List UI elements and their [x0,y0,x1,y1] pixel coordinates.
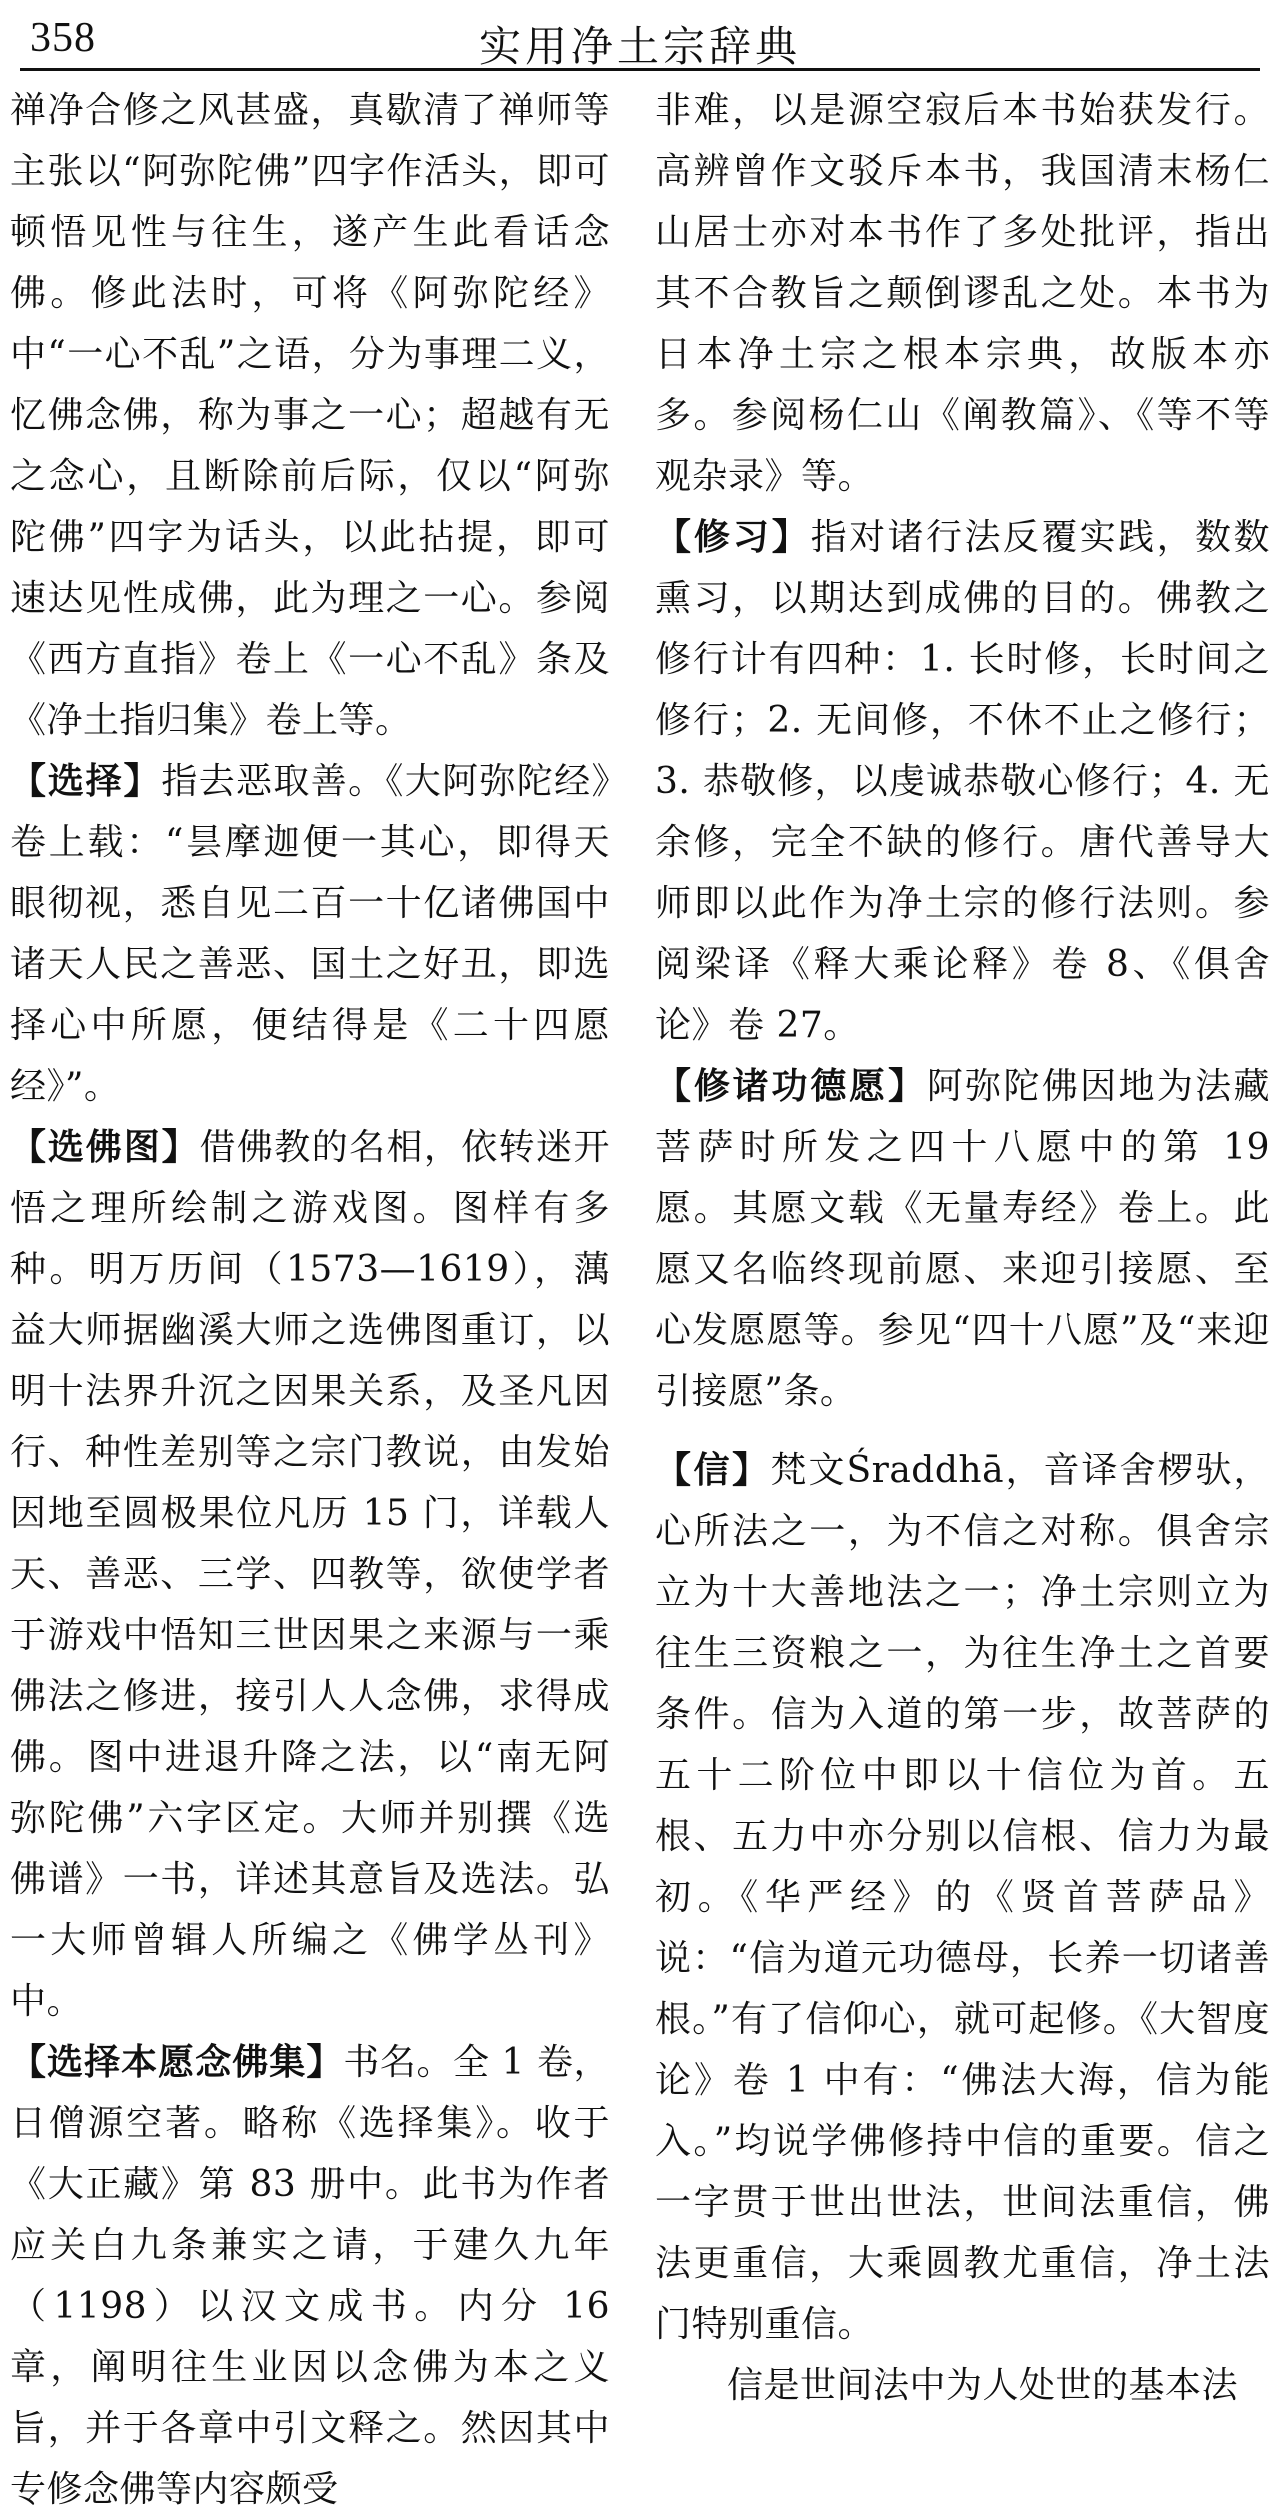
entry-term: 【修习】 [655,517,811,558]
entry-text: 借佛教的名相，依转迷开悟之理所绘制之游戏图。图样有多种。明万历间（1573—1619），蕅益大师据幽溪大师之选佛图重订，以明十法界升沉之因果关系，及圣凡因行、种性差别等之宗门教说，由发始因地至圆极果位凡历 15 门，详载人天、善恶、三学、四教等，欲使学者于游戏中悟知三世因果之来源与一乘佛法之修进，接引人人念佛，求得成佛。图中进退升降之法，以“南无阿弥陀佛”六字区定。大师并别撰《选佛谱》一书，详述其意旨及选法。弘一大师曾辑人所编之《佛学丛刊》中。 [10,1127,610,2022]
left-column [10,80,610,2510]
page-number: 358 [30,15,96,61]
entry-term: 【修诸功德愿】 [655,1066,927,1107]
entry-xiuxi [655,507,1270,1056]
entry-xuanfotu [10,1117,610,2032]
entry-term: 【选佛图】 [10,1127,200,1168]
entry-text: 阿弥陀佛因地为法藏菩萨时所发之四十八愿中的第 19 愿。其愿文载《无量寿经》卷上。此愿又名临终现前愿、来迎引接愿、至心发愿愿等。参见“四十八愿”及“来迎引接愿”条。 [655,1066,1270,1412]
entry-text: 梵文Śraddhā，音译舍椤驮，心所法之一，为不信之对称。俱舍宗立为十大善地法之一；净土宗则立为往生三资粮之一，为往生净土之首要条件。信为入道的第一步，故菩萨的五十二阶位中即以十信位为首。五根、五力中亦分别以信根、信力为最初。《华严经》的《贤首菩萨品》说：“信为道元功德母，长养一切诸善根。”有了信仰心，就可起修。《大智度论》卷 1 中有：“佛法大海，信为能入。”均说学佛修持中信的重要。信之一字贯于世出世法，世间法重信，佛法更重信，大乘圆教尤重信，净土法门特别重信。 [655,1450,1270,2345]
entry-xin [655,1440,1270,2355]
entry-text: 指对诸行法反覆实践，数数熏习，以期达到成佛的目的。佛教之修行计有四种：1. 长时修，长时间之修行；2. 无间修，不休不止之修行；3. 恭敬修，以虔诚恭敬心修行；4. 无余修，完全不缺的修行。唐代善导大师即以此作为净土宗的修行法则。参阅梁译《释大乘论释》卷 8、《俱舍论》卷 27。 [655,517,1270,1046]
final-paragraph: 信是世间法中为人处世的基本法 [727,2365,1239,2406]
entry-term: 【选择本愿念佛集】 [10,2042,344,2083]
entry-term: 【选择】 [10,761,162,802]
right-column [655,80,1270,2406]
entry-xuanze-benyuan-nianfo-ji [10,2032,610,2520]
entry-text: 书名。全 1 卷，日僧源空著。略称《选择集》。收于《大正藏》第 83 册中。此书为作者应关白九条兼实之请，于建久九年（1198）以汉文成书。内分 16 章，阐明往生业因以念佛为本之义旨，并于各章中引文释之。然因其中专修念佛等内容颇受 [10,2042,610,2510]
entry-xiuzhu-gongde-yuan [655,1056,1270,1422]
page-header [20,8,1260,71]
entry-xuanze [10,751,610,1117]
entry-text: 指去恶取善。《大阿弥陀经》卷上载：“昙摩迦便一其心，即得天眼彻视，悉自见二百一十亿诸佛国中诸天人民之善恶、国土之好丑，即选择心中所愿，便结得是《二十四愿经》”。 [10,761,610,1107]
entry-term: 【信】 [655,1450,771,1491]
continued-paragraph: 非难，以是源空寂后本书始获发行。高辨曾作文驳斥本书，我国清末杨仁山居士亦对本书作了多处批评，指出其不合教旨之颠倒谬乱之处。本书为日本净土宗之根本宗典，故版本亦多。参阅杨仁山《阐教篇》、《等不等观杂录》等。 [655,90,1270,497]
continued-paragraph: 禅净合修之风甚盛，真歇清了禅师等主张以“阿弥陀佛”四字作活头，即可顿悟见性与往生，遂产生此看话念佛。修此法时，可将《阿弥陀经》中“一心不乱”之语，分为事理二义，忆佛念佛，称为事之一心；超越有无之念心，且断除前后际，仅以“阿弥陀佛”四字为话头，以此拈提，即可速达见性成佛，此为理之一心。参阅《西方直指》卷上《一心不乱》条及《净土指归集》卷上等。 [10,90,610,741]
book-title: 实用净土宗辞典 [478,22,801,71]
